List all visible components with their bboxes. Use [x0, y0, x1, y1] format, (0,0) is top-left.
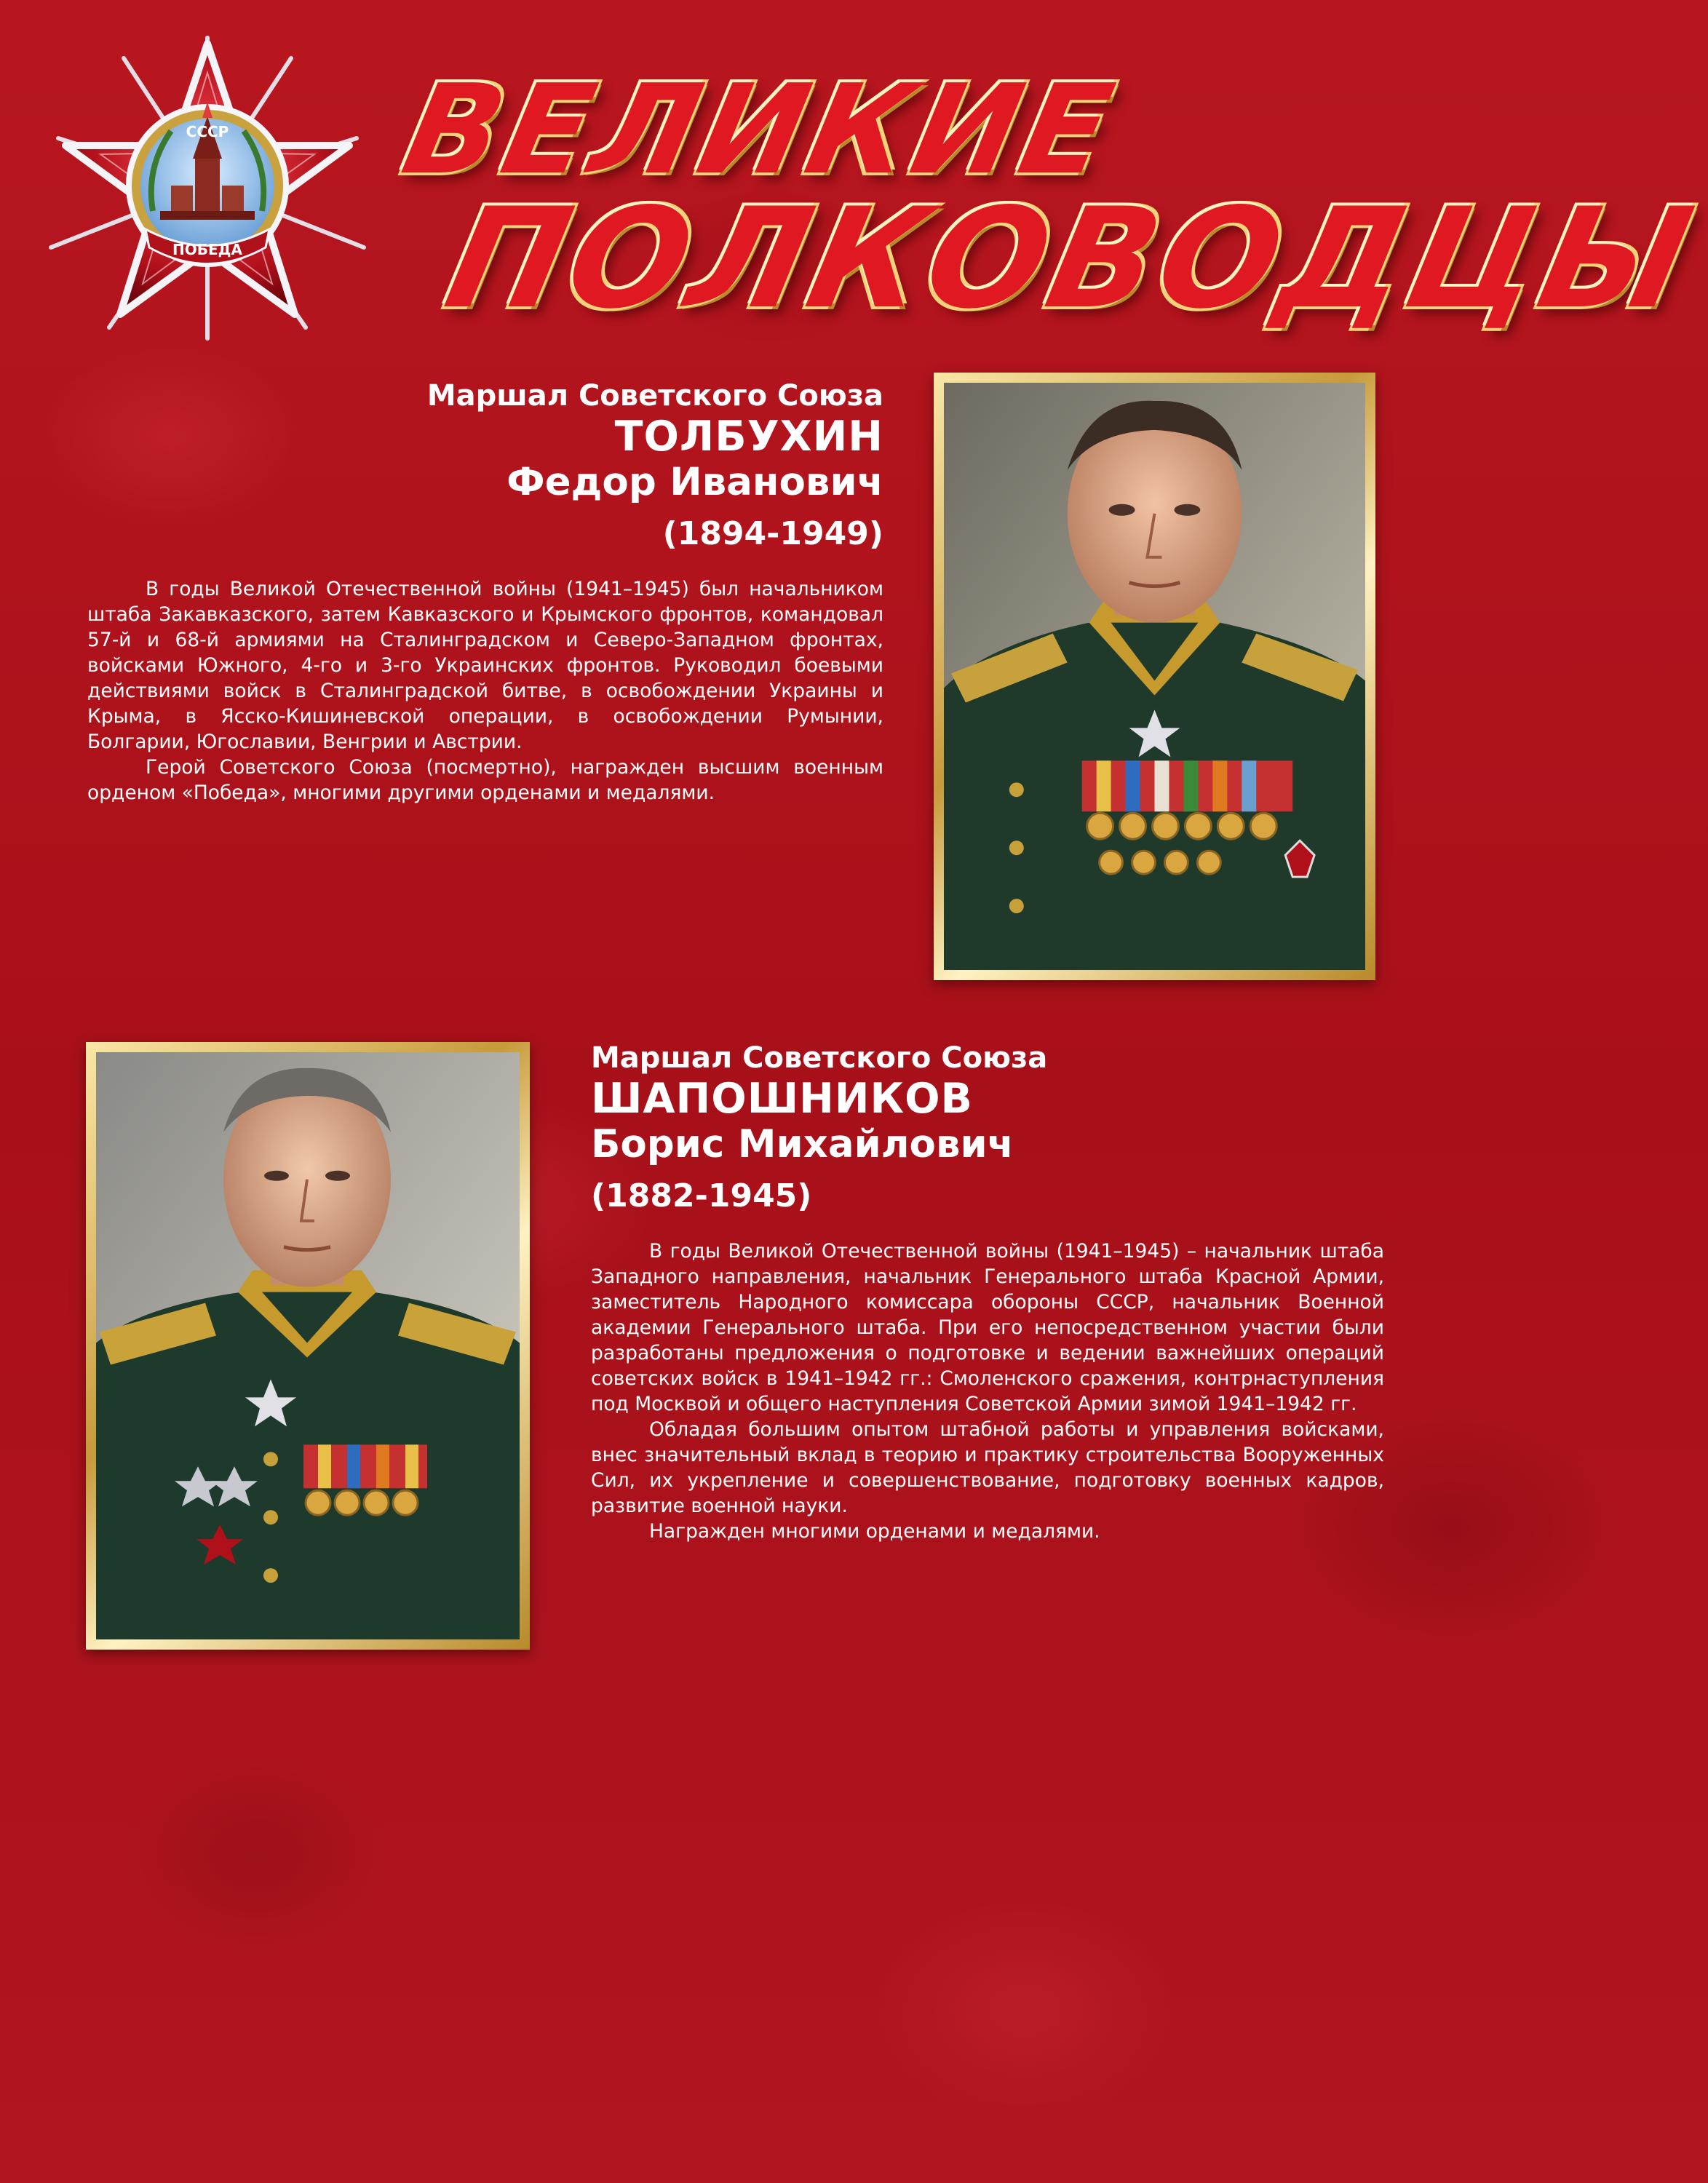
page-title-line1: ВЕЛИКИЕ — [392, 58, 1128, 202]
bio-shaposhnikov — [591, 1041, 1384, 1544]
biography-text — [87, 576, 883, 806]
surname: ТОЛБУХИН — [614, 413, 883, 461]
portrait-shaposhnikov — [86, 1042, 530, 1650]
given-names: Борис Михайлович — [591, 1122, 1014, 1166]
life-years: (1894-1949) — [662, 515, 883, 552]
biography-text — [591, 1238, 1384, 1544]
svg-text:СССР: СССР — [186, 123, 229, 140]
portrait-tolbukhin — [934, 373, 1375, 980]
svg-text:ПОБЕДА: ПОБЕДА — [172, 241, 242, 258]
biography-paragraph: Обладая большим опытом штабной работы и управления войсками, внес значительный вклад в теорию и практику строительства Вооруженных Сил, их укрепление и совершенствование, подготовку военных кадров, развитие военной науки. — [591, 1418, 1384, 1517]
rank-label: Маршал Советского Союза — [591, 1041, 1048, 1075]
bio-tolbukhin — [87, 378, 883, 806]
order-pobeda-icon — [44, 29, 371, 342]
given-names: Федор Иванович — [507, 460, 883, 504]
biography-paragraph: Герой Советского Союза (посмертно), награжден высшим военным орденом «Победа», многими другими орденами и медалями. — [87, 756, 883, 804]
biography-paragraph: В годы Великой Отечественной войны (1941–1945) – начальник штаба Западного направления, начальник Генерального штаба Красной Армии, заместитель Народного комиссара обороны СССР, начальник Военной академии Генерального штаба. При его непосредственном участии были разработаны предложения о подготовке и ведении важнейших операций советских войск в 1941–1942 гг.: Смоленского сражения, контрнаступления под Москвой и общего наступления Советской Армии зимой 1941–1942 гг. — [591, 1240, 1384, 1415]
page-title-line2: ПОЛКОВОДЦЫ — [434, 178, 1708, 339]
biography-paragraph: Награжден многими орденами и медалями. — [649, 1520, 1100, 1543]
surname: ШАПОШНИКОВ — [591, 1075, 974, 1123]
rank-label: Маршал Советского Союза — [426, 379, 883, 413]
biography-paragraph: В годы Великой Отечественной войны (1941–1945) был начальником штаба Закавказского, затем Кавказского и Крымского фронтов, командовал 57-й и 68-й армиями на Сталинградском и Северо-Западном фронтах, войсками Южного, 4-го и 3-го Украинских фронтов. Руководил боевыми действиями войск в Сталинградской битве, в освобождении Украины и Крыма, в Ясско-Кишиневской операции, в освобождении Румынии, Болгарии, Югославии, Венгрии и Австрии. — [87, 578, 883, 753]
life-years: (1882-1945) — [591, 1177, 812, 1214]
